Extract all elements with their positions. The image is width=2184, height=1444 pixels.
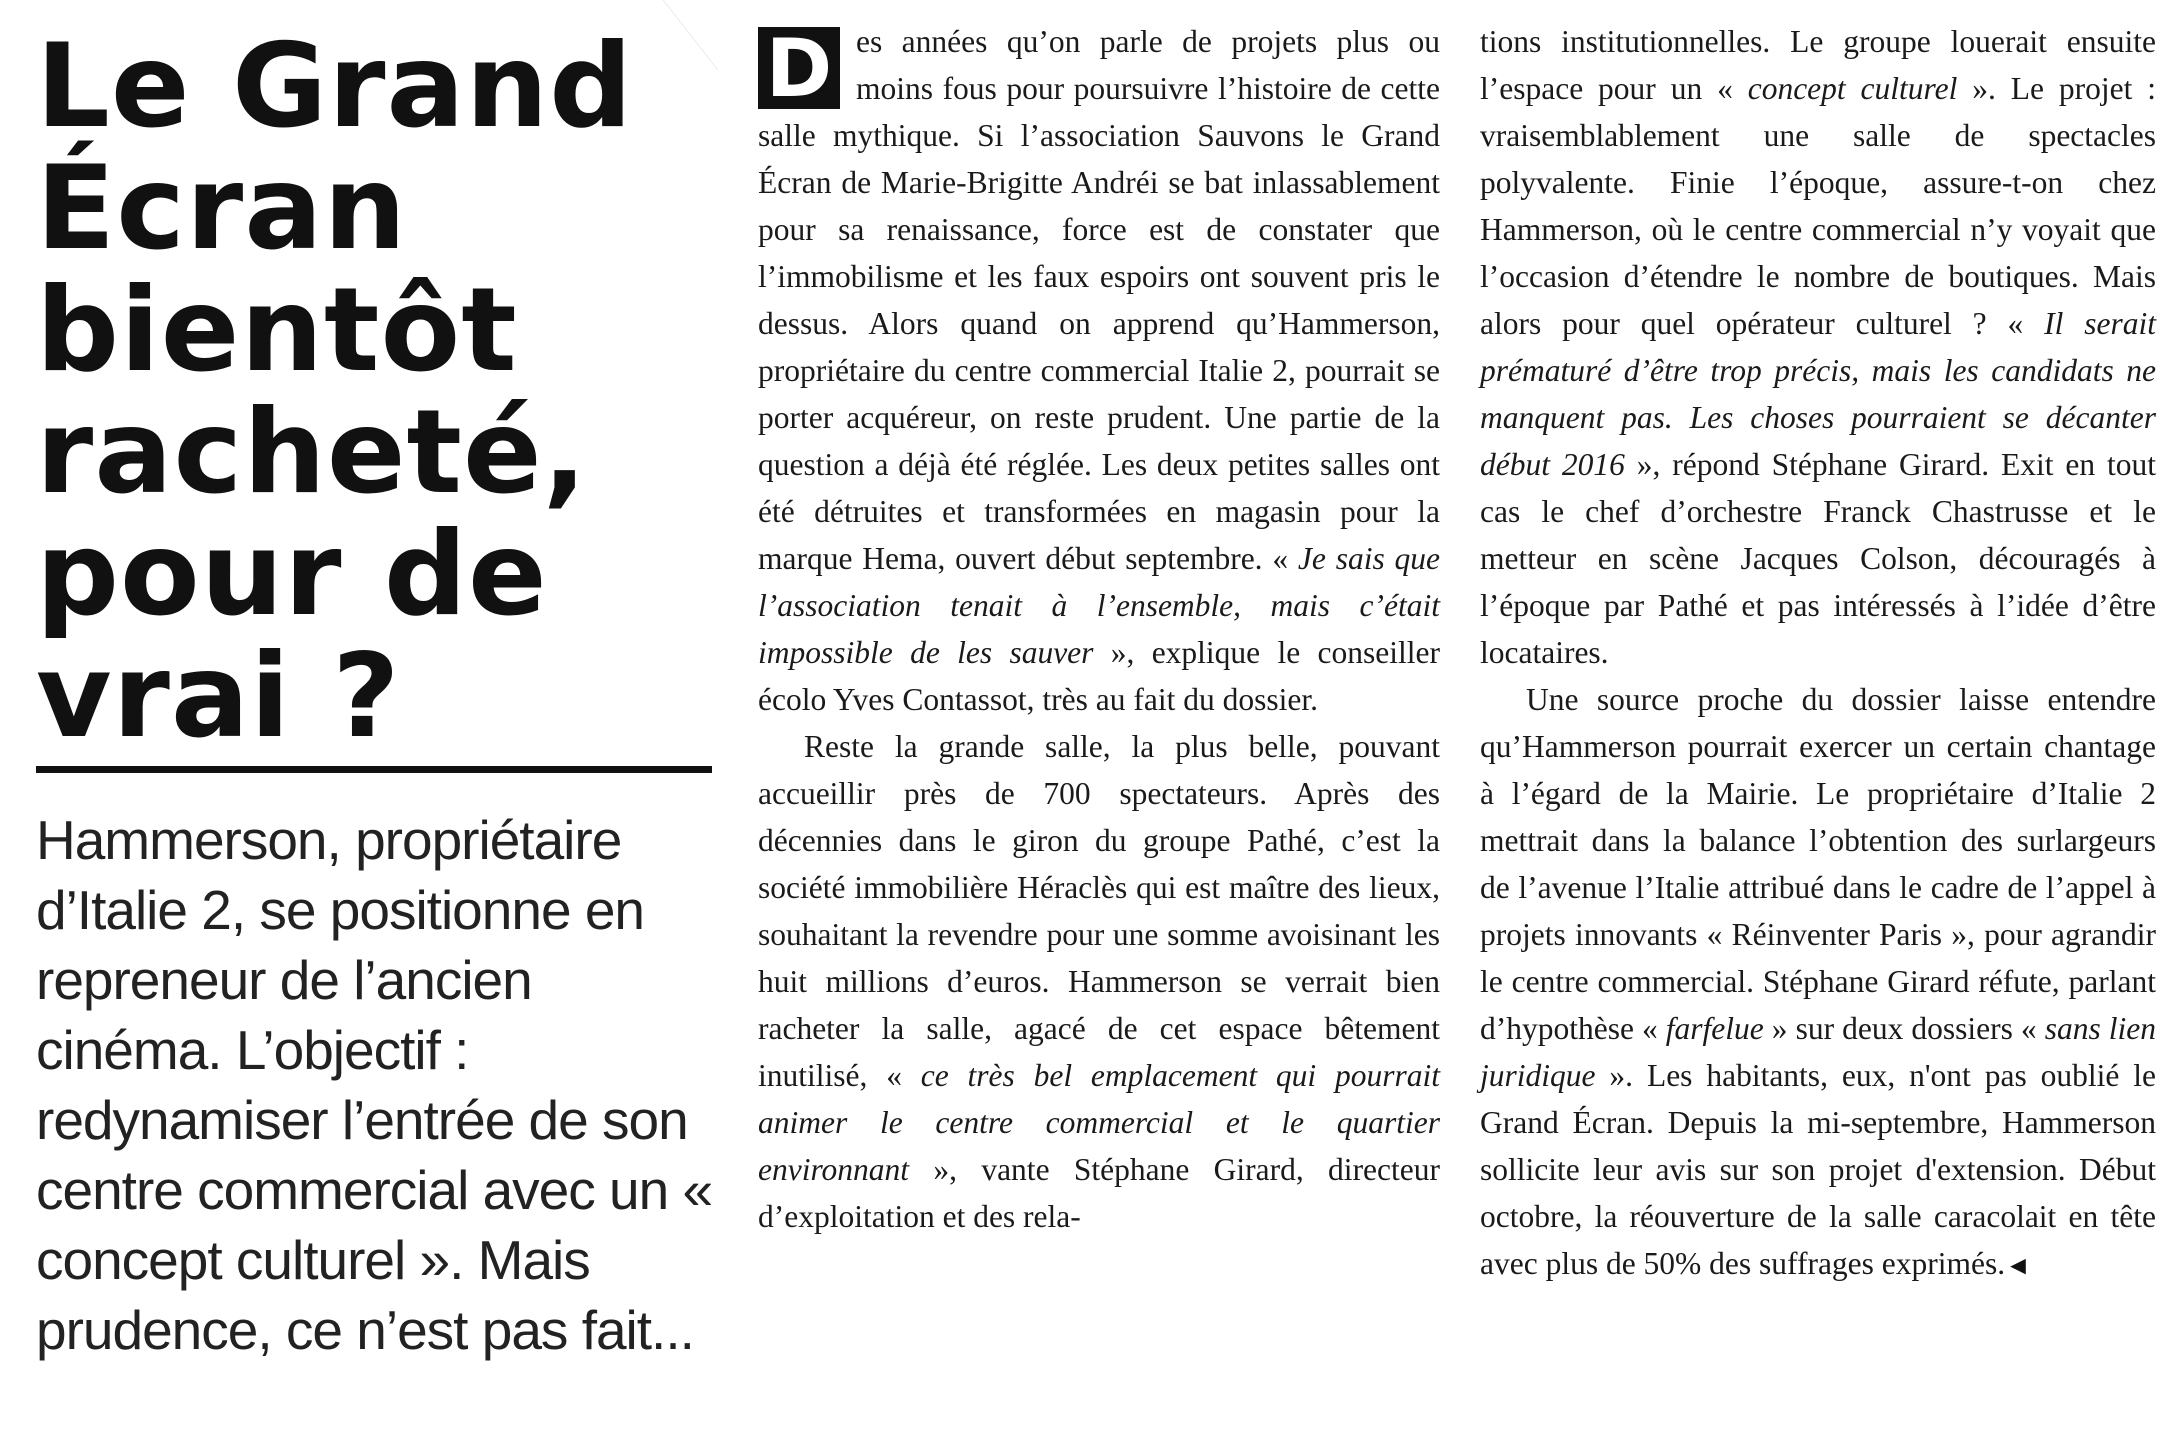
quote-contassot: Je sais que l’association tenait à l’ensemble, mais c’était impossible de les sauver: [758, 541, 1440, 670]
paragraph-3-text-a: Une source proche du dossier laisse entendre qu’Hammerson pourrait exercer un certain chantage à l’égard de la Mairie. Le propriétaire d’Italie 2 mettrait dans la balance l’obtention des surlargeurs de l’avenue l’Italie attribué dans le cadre de l’appel à projets innovants « Réinventer Paris », pour agrandir le centre commercial. Stéphane Girard réfute, parlant d’hypothèse «: [1480, 682, 2156, 1046]
end-of-article-mark: ◄: [2005, 1251, 2031, 1280]
quote-girard-2: Il serait prématuré d’être trop précis, mais les candidats ne manquent pas. Les choses pourraient se décanter début 2016: [1480, 306, 2156, 482]
quote-farfelue: farfelue: [1665, 1011, 1764, 1046]
drop-cap: D: [758, 27, 840, 109]
paragraph-2-text-b-part1: », vante Stéphane Girard, directeur d’exploitation et des rela-: [758, 1152, 1440, 1234]
headline: Le Grand Écran bientôt racheté, pour de vrai ?: [36, 19, 634, 764]
article-column-2: [1480, 18, 2156, 1289]
quote-concept-culturel: concept culturel: [1747, 71, 1958, 106]
paragraph-2-start: [758, 723, 1440, 1240]
headline-rule: [36, 766, 712, 773]
paragraph-2-text-d: », répond Stéphane Girard. Exit en tout cas le chef d’orchestre Franck Chastrusse et le metteur en scène Jacques Colson, découragés à l’époque par Pathé et pas intéressés à l’idée d’être locataires.: [1480, 447, 2156, 670]
paragraph-2-continued: [1480, 18, 2156, 676]
article-column-1: [758, 18, 1440, 1240]
paragraph-2-text-a: Reste la grande salle, la plus belle, pouvant accueillir près de 700 spectateurs. Après des décennies dans le giron du groupe Pathé, c’est la société immobilière Héraclès qui est maître des lieux, souhaitant la revendre pour une somme avoisinant les huit millions d’euros. Hammerson se verrait bien racheter la salle, agacé de cet espace bêtement inutilisé, «: [758, 729, 1440, 1093]
paragraph-3: [1480, 676, 2156, 1289]
paragraph-3-text-c: ». Les habitants, eux, n'ont pas oublié le Grand Écran. Depuis la mi-septembre, Hammerson sollicite leur avis sur son projet d'extension. Début octobre, la réouverture de la salle caracolait en tête avec plus de 50% des suffrages exprimés.: [1480, 1058, 2156, 1281]
paragraph-1: [758, 18, 1440, 723]
quote-sans-lien: sans lien juridique: [1480, 1011, 2156, 1093]
paragraph-3-text-b: » sur deux dossiers «: [1763, 1011, 2045, 1046]
paragraph-1-text-a: es années qu’on parle de projets plus ou moins fous pour poursuivre l’histoire de cette salle mythique. Si l’association Sauvons le Grand Écran de Marie-Brigitte Andréi se bat inlassablement pour sa renaissance, force est de constater que l’immobilisme et les faux espoirs ont souvent pris le dessus. Alors quand on apprend qu’Hammerson, propriétaire du centre commercial Italie 2, pourrait se porter acquéreur, on reste prudent. Une partie de la question a déjà été réglée. Les deux petites salles ont été détruites et transformées en magasin pour la marque Hema, ouvert début septembre. «: [758, 24, 1440, 576]
quote-girard-1: ce très bel emplacement qui pourrait animer le centre commercial et le quartier environnant: [758, 1058, 1440, 1187]
paragraph-1-text-b: », explique le conseiller écolo Yves Contassot, très au fait du dossier.: [758, 635, 1440, 717]
paragraph-2-text-c: ». Le projet : vraisemblablement une salle de spectacles polyvalente. Finie l’époque, assure-t-on chez Hammerson, où le centre commercial n’y voyait que l’occasion d’étendre le nombre de boutiques. Mais alors pour quel opérateur culturel ? «: [1480, 71, 2156, 341]
standfirst: Hammerson, propriétaire d’Italie 2, se positionne en repreneur de l’ancien cinéma. L’objectif : redynamiser l’entrée de son centre commercial avec un « concept culturel ». Mais prudence, ce n’est pas fait...: [36, 809, 713, 1361]
paragraph-2-text-b-part2: tions institutionnelles. Le groupe louerait ensuite l’espace pour un «: [1480, 24, 2156, 106]
